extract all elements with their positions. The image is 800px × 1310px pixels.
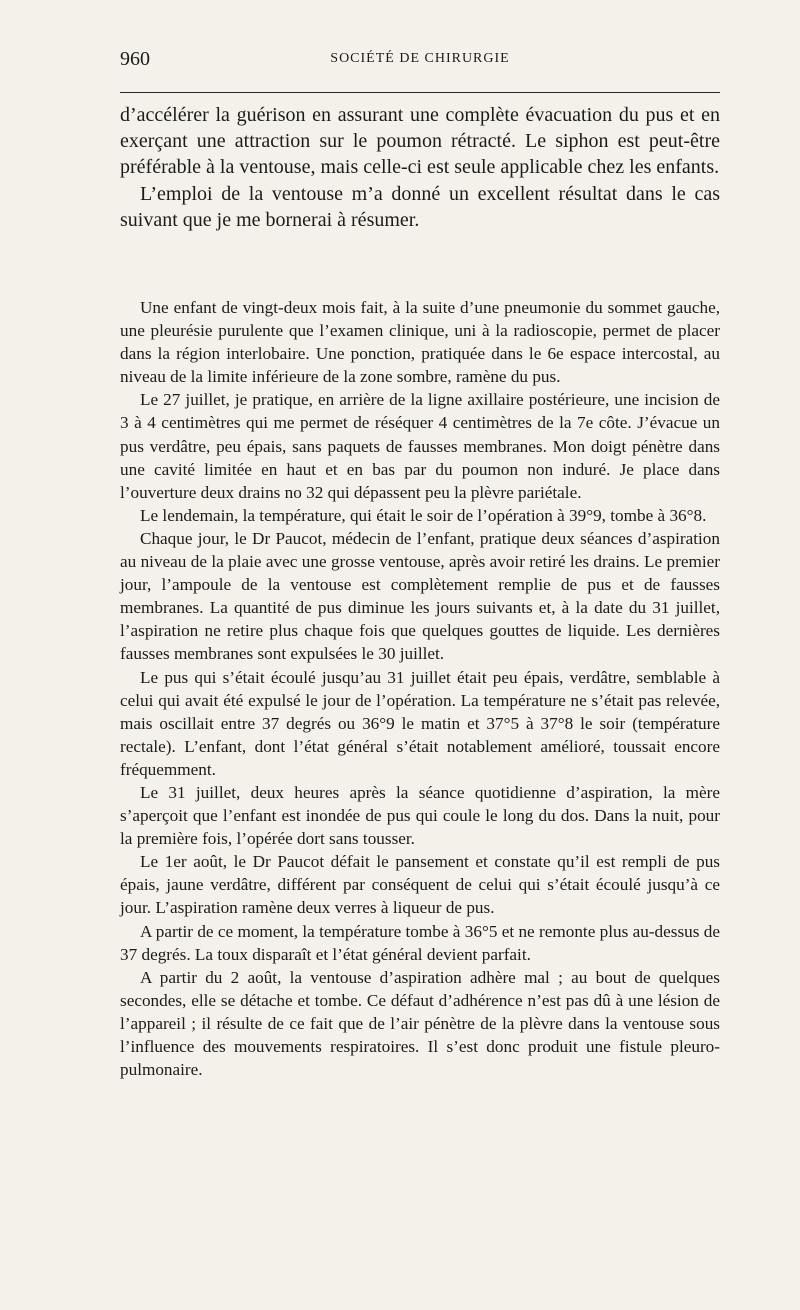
page-header (120, 48, 720, 72)
case-paragraph: Le lendemain, la température, qui était le soir de l’opération à 39°9, tombe à 36°8. (140, 505, 707, 525)
case-paragraph: Le pus qui s’était écoulé jusqu’au 31 juillet était peu épais, verdâtre, semblable à celui qui avait été expulsé le jour de l’opération. La température ne s’était pas relevée, mais oscillait entre 37 degrés ou 36°9 le matin et 37°5 à 37°8 le soir (température rectale). L’enfant, dont l’état général s’était notablement amélioré, toussait encore fréquemment. (120, 667, 720, 779)
page-number: 960 (120, 48, 150, 70)
case-paragraph: A partir de ce moment, la température tombe à 36°5 et ne remonte plus au-dessus de 37 degrés. La toux disparaît et l’état général devient parfait. (120, 921, 720, 964)
case-paragraph: Une enfant de vingt-deux mois fait, à la suite d’une pneumonie du sommet gauche, une pleurésie purulente que l’examen clinique, uni à la radioscopie, permet de placer dans la région interlobaire. Une ponction, pratiquée dans le 6e espace intercostal, au niveau de la limite inférieure de la zone sombre, ramène du pus. (120, 298, 720, 387)
case-report-block (120, 296, 720, 1081)
case-paragraph: Chaque jour, le Dr Paucot, médecin de l’enfant, pratique deux séances d’aspiration au niveau de la plaie avec une grosse ventouse, après avoir retiré les drains. Le premier jour, l’ampoule de la ventouse est complètement remplie de pus et de fausses membranes. La quantité de pus diminue les jours suivants et, à la date du 31 juillet, l’aspiration ne retire plus chaque fois que quelques gouttes de liquide. Les dernières fausses membranes sont expulsées le 30 juillet. (120, 528, 720, 664)
main-text-block (120, 102, 720, 233)
main-paragraph: d’accélérer la guérison en assurant une complète évacuation du pus et en exerçant une attraction sur le poumon rétracté. Le siphon est peut-être préférable à la ventouse, mais celle-ci est seule applicable chez les enfants. (120, 104, 720, 179)
main-paragraph: L’emploi de la ventouse m’a donné un excellent résultat dans le cas suivant que je me bornerai à résumer. (120, 182, 720, 231)
case-paragraph: A partir du 2 août, la ventouse d’aspiration adhère mal ; au bout de quelques secondes, elle se détache et tombe. Ce défaut d’adhérence n’est pas dû à une lésion de l’appareil ; il résulte de ce fait que de l’air pénètre de la plèvre dans la ventouse sous l’influence des mouvements respiratoires. Il s’est donc produit une fistule pleuro-pulmonaire. (120, 967, 720, 1080)
case-paragraph: Le 1er août, le Dr Paucot défait le pansement et constate qu’il est rempli de pus épais, jaune verdâtre, différent par conséquent de celui qui s’était écoulé jusqu’à ce jour. L’aspiration ramène deux verres à liqueur de pus. (120, 852, 720, 918)
header-rule (120, 92, 720, 93)
case-paragraph: Le 27 juillet, je pratique, en arrière de la ligne axillaire postérieure, une incision de 3 à 4 centimètres qui me permet de réséquer 4 centimètres de la 7e côte. J’évacue un pus verdâtre, peu épais, sans paquets de fausses membranes. Mon doigt pénètre dans une cavité limitée en haut et en bas par du poumon non induré. Je place dans l’ouverture deux drains no 32 qui dépassent peu la plèvre pariétale. (120, 390, 720, 502)
case-paragraph: Le 31 juillet, deux heures après la séance quotidienne d’aspiration, la mère s’aperçoit que l’enfant est inondée de pus qui coule le long du dos. Dans la nuit, pour la première fois, l’opérée dort sans tousser. (120, 782, 720, 849)
running-head: SOCIÉTÉ DE CHIRURGIE (330, 51, 510, 66)
